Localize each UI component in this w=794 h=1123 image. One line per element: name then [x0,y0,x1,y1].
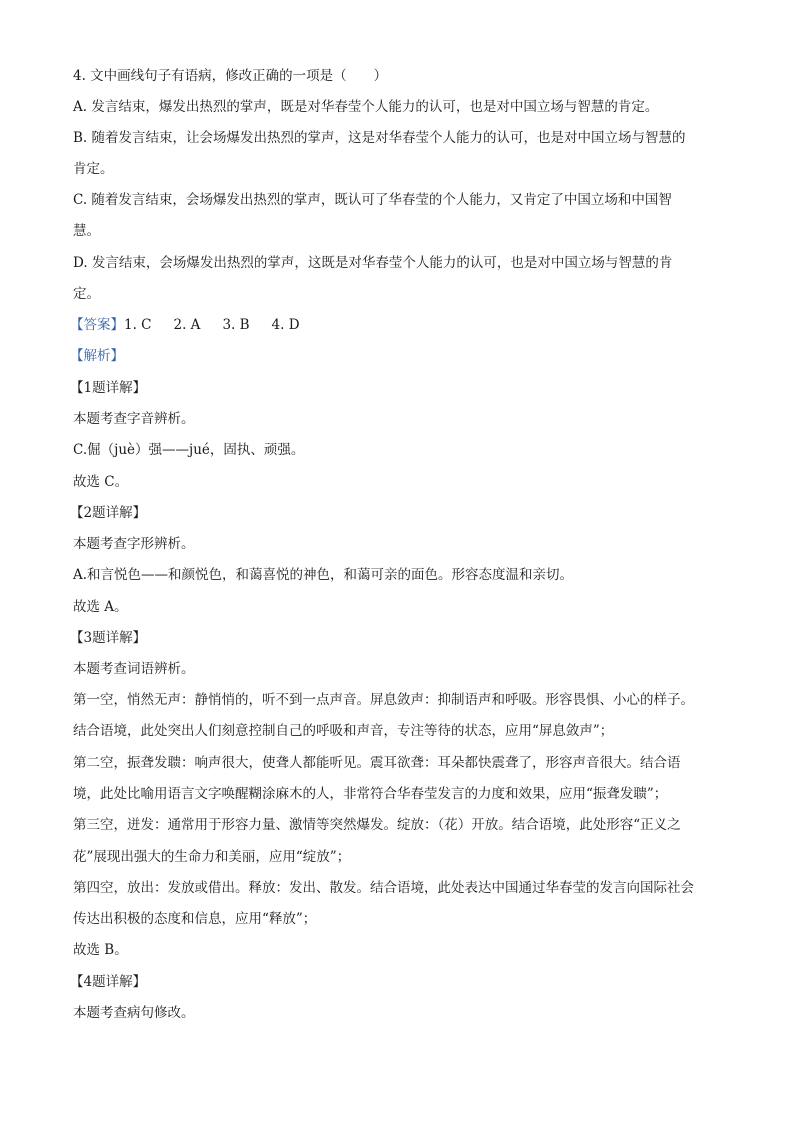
answer-item: 1. C [124,317,152,333]
section-heading: 【2题详解】 [70,505,147,521]
option-d-cont: 定。 [73,286,100,302]
analysis-text: 故选 C。 [73,474,129,490]
option-c: C. 随着发言结束，会场爆发出热烈的掌声，既认可了华春莹的个人能力，又肯定了中国立场和中国智 [73,192,672,208]
option-d: D. 发言结束，会场爆发出热烈的掌声，这既是对华春莹个人能力的认可，也是对中国立场与智慧的肯 [73,255,673,271]
analysis-text: 故选 A。 [73,599,128,615]
analysis-text: 故选 B。 [73,942,128,958]
analysis-text: A.和言悦色——和颜悦色，和蔼喜悦的神色，和蔼可亲的面色。形容态度温和亲切。 [73,567,574,583]
answer-item: 3. B [222,317,250,333]
answer-line [70,316,720,334]
analysis-text: 本题考查字形辨析。 [73,536,195,552]
analysis-label: 【解析】 [70,348,124,364]
analysis-text: C.倔（juè）强——jué，固执、顽强。 [73,442,305,458]
section-heading: 【3题详解】 [70,630,147,646]
analysis-text: 本题考查词语辨析。 [73,661,195,677]
analysis-text: 第三空，迸发：通常用于形容力量、激情等突然爆发。绽放：（花）开放。结合语境，此处形容“正义之 [73,817,681,833]
answer-label: 【答案】 [70,317,124,333]
analysis-text: 结合语境，此处突出人们刻意控制自己的呼吸和声音，专注等待的状态，应用“屏息敛声”； [73,723,614,739]
option-b: B. 随着发言结束，让会场爆发出热烈的掌声，这是对华春莹个人能力的认可，也是对中国立场与智慧的 [73,130,686,146]
option-c-cont: 慧。 [73,223,100,239]
analysis-text: 第一空，悄然无声：静悄悄的，听不到一点声音。屏息敛声：抑制语声和呼吸。形容畏惧、小心的样子。 [73,692,694,708]
analysis-text: 花”展现出强大的生命力和美丽，应用“绽放”； [73,849,351,865]
analysis-text: 第二空，振聋发聩：响声很大，使聋人都能听见。震耳欲聋：耳朵都快震聋了，形容声音很大。结合语 [73,755,681,771]
section-heading: 【1题详解】 [70,380,147,396]
answer-item: 2. A [173,317,201,333]
analysis-text: 传达出积极的态度和信息，应用“释放”； [73,911,317,927]
analysis-text: 本题考查字音辨析。 [73,411,195,427]
question-stem: 4. 文中画线句子有语病，修改正确的一项是（ ） [73,68,388,84]
analysis-text: 境，此处比喻用语言文字唤醒糊涂麻木的人，非常符合华春莹发言的力度和效果，应用“振聋发聩”； [73,786,668,802]
option-b-cont: 肯定。 [73,161,114,177]
analysis-text: 本题考查病句修改。 [73,1005,195,1021]
option-a: A. 发言结束，爆发出热烈的掌声，既是对华春莹个人能力的认可，也是对中国立场与智慧的肯定。 [73,99,659,115]
section-heading: 【4题详解】 [70,974,147,990]
answer-item: 4. D [271,317,300,333]
analysis-text: 第四空，放出：发放或借出。释放：发出、散发。结合语境，此处表达中国通过华春莹的发言向国际社会 [73,880,694,896]
